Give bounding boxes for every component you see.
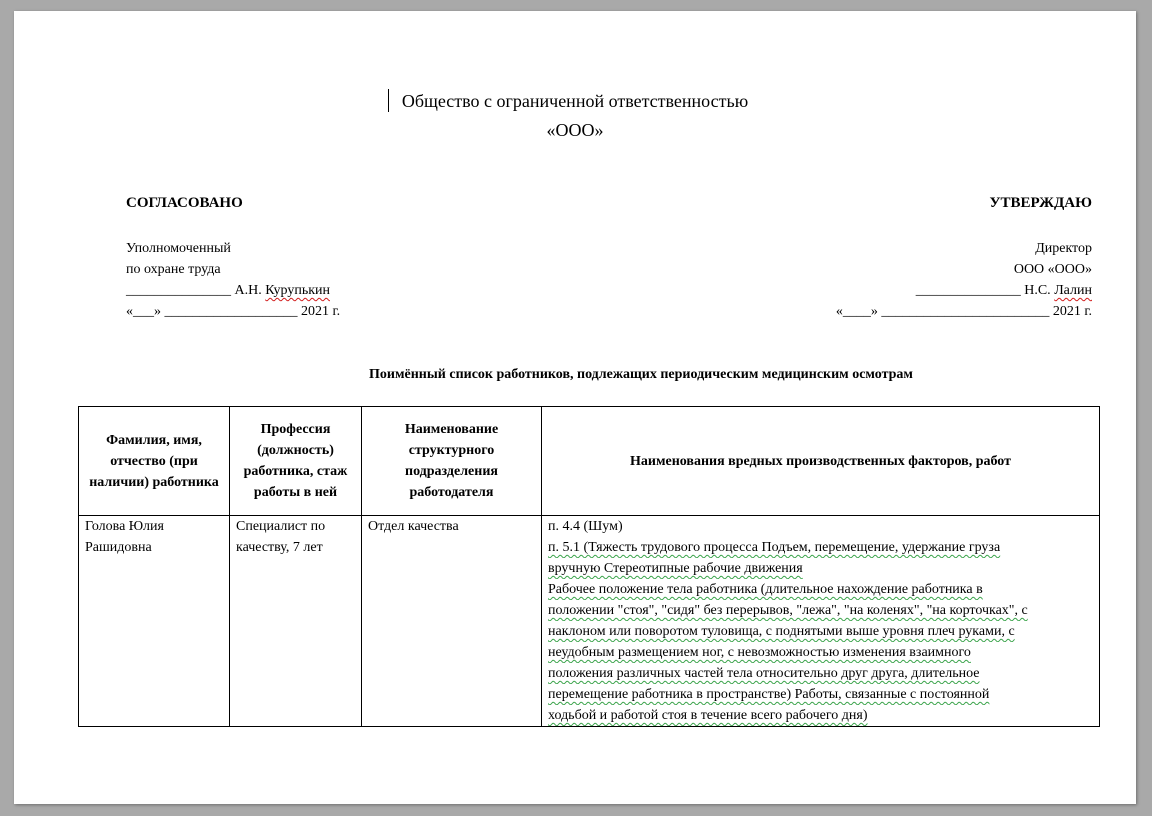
cell-full-name: Голова Юлия Рашидовна <box>79 516 230 727</box>
approved-signer-initials: Н.С. <box>1024 283 1051 298</box>
factors-line: перемещение работника в пространстве) Работы, связанные с постоянной <box>548 687 990 702</box>
factors-line: п. 5.1 (Тяжесть трудового процесса Подъем, перемещение, удержание груза <box>548 540 1001 555</box>
agreed-signer-initials: А.Н. <box>234 283 262 298</box>
table-row <box>79 516 1100 727</box>
agreed-block <box>126 194 340 322</box>
agreed-signature-blank: _______________ <box>126 283 231 298</box>
approved-signer-surname: Лалин <box>1054 283 1092 298</box>
approved-title: УТВЕРЖДАЮ <box>989 195 1092 211</box>
document-page[interactable] <box>14 11 1136 804</box>
agreed-signer-surname: Курупькин <box>265 283 330 298</box>
approved-position-line1: Директор <box>1035 241 1092 256</box>
approved-signature-line <box>836 280 1092 301</box>
factors-line: Рабочее положение тела работника (длительное нахождение работника в <box>548 582 983 597</box>
cell-profession: Специалист по качеству, 7 лет <box>230 516 362 727</box>
header-department: Наименование структурного подразделения работодателя <box>362 407 542 516</box>
header-full-name: Фамилия, имя, отчество (при наличии) работника <box>79 407 230 516</box>
header-profession: Профессия (должность) работника, стаж работы в ней <box>230 407 362 516</box>
workers-table <box>78 406 1100 727</box>
list-title: Поимённый список работников, подлежащих периодическим медицинским осмотрам <box>369 367 913 382</box>
agreed-date-line: «___» ___________________ 2021 г. <box>126 304 341 319</box>
agreed-position-line1: Уполномоченный <box>126 241 231 256</box>
header-harmful-factors: Наименования вредных производственных факторов, работ <box>542 407 1100 516</box>
cell-harmful-factors <box>542 516 1100 727</box>
approved-signature-blank: _______________ <box>915 283 1021 298</box>
table-header-row <box>79 407 1100 516</box>
approved-position-line2: ООО «ООО» <box>1013 262 1092 277</box>
factors-line: положения различных частей тела относительно друг друга, длительное <box>548 666 980 681</box>
factors-line: положении "стоя", "сидя" без перерывов, "лежа", "на коленях", "на корточках", с <box>548 603 1028 618</box>
approved-date-line: «____» ________________________ 2021 г. <box>835 304 1092 319</box>
agreed-title: СОГЛАСОВАНО <box>126 195 243 211</box>
factors-line: вручную Стереотипные рабочие движения <box>548 561 803 576</box>
agreed-signature-line <box>126 280 340 301</box>
org-short-name: «ООО» <box>546 120 604 140</box>
factors-line: неудобным размещением ног, с невозможностью изменения взаимного <box>548 645 971 660</box>
cell-department: Отдел качества <box>362 516 542 727</box>
factors-line: ходьбой и работой стоя в течение всего рабочего дня) <box>548 708 868 723</box>
agreed-position-line2: по охране труда <box>126 262 221 277</box>
approved-block <box>836 194 1092 322</box>
factors-line: п. 4.4 (Шум) <box>548 519 623 534</box>
factors-line: наклоном или поворотом туловища, с поднятыми выше уровня плеч руками, с <box>548 624 1015 639</box>
org-full-name: Общество с ограниченной ответственностью <box>401 91 749 111</box>
